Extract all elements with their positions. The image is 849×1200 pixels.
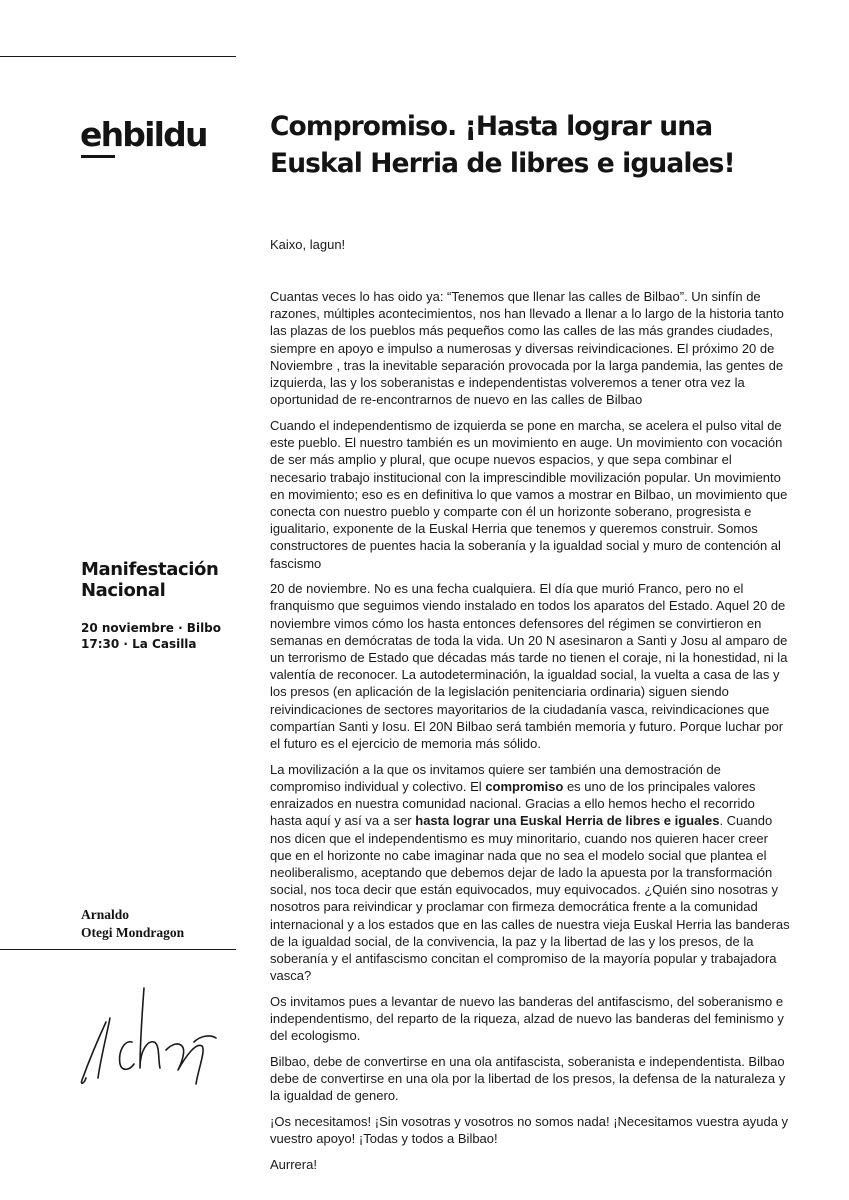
signer-name	[81, 906, 241, 942]
paragraph-4	[270, 761, 790, 985]
closing: Aurrera!	[270, 1157, 317, 1173]
paragraph-4-text-b: es uno de los principales valores enraizados en nuestra comunidad nacional. Gracias a ello hemos hecho el recorrido hasta aquí y así va a ser	[270, 778, 756, 829]
logo-underline	[81, 155, 115, 158]
signer-surname: Otegi Mondragon	[81, 925, 185, 940]
handwritten-signature-icon	[70, 980, 230, 1090]
event-title-line1: Manifestación	[81, 559, 219, 580]
paragraph-1: Cuantas veces lo has oido ya: “Tenemos que llenar las calles de Bilbao”. Un sinfín de razones, múltiples acontecimientos, nos han llevado a llenar a lo largo de la historia tanto las plazas de los pueblos más pequeños como las calles de las más grandes ciudades, siempre en apoyo e impulso a numerosas y diversas reivindicaciones. El próximo 20 de Noviembre , tras la inevitable separación provocada por la larga pandemia, las gentes de izquierda, las y los soberanistas e independentistas volveremos a tener otra vez la oportunidad de re-encontrarnos de nuevo en las calles de Bilbao	[270, 289, 784, 408]
headline	[270, 108, 770, 182]
headline-line1: Compromiso. ¡Hasta lograr una	[270, 111, 713, 142]
paragraph-5: Os invitamos pues a levantar de nuevo las banderas del antifascismo, del soberanismo e independentismo, del reparto de la riqueza, alzad de nuevo las banderas del feminismo y del ecologismo.	[270, 993, 784, 1044]
event-details	[81, 620, 251, 652]
signer-first-name: Arnaldo	[81, 907, 130, 922]
headline-line2: Euskal Herria de libres e iguales!	[270, 148, 735, 179]
paragraph-6: Bilbao, debe de convertirse en una ola antifascista, soberanista e independentista. Bilbao debe de convertirse en una ola por la libertad de los presos, la defensa de la naturaleza y la igualdad de genero.	[270, 1054, 786, 1104]
letter-body	[270, 288, 790, 1182]
paragraph-3: 20 de noviembre. No es una fecha cualquiera. El día que murió Franco, pero no el franquismo que seguimos viendo instalado en todos los aparatos del Estado. Aquel 20 de noviembre vimos cómo los hasta entonces defensores del régimen se convirtieron en semanas en demócratas de toda la vida. Un 20 N asesinaron a Santi y Josu al amparo de un terrorismo de Estado que décadas más tarde no tienen el coraje, ni la honestidad, ni la valentía de reconocer. La autodeterminación, la igualdad social, la vuelta a casa de las y los presos (en aplicación de la legislación penitenciaria ordinaria) siguen siendo reivindicaciones de sectores mayoritarios de la ciudadanía vasca, reivindicaciones que compartían Santi y Iosu. El 20N Bilbao será también memoria y futuro. Porque luchar por el futuro es el ejercicio de memoria más sólido.	[270, 581, 788, 752]
event-time-venue: 17:30 · La Casilla	[81, 637, 197, 651]
paragraph-4-text-a: La movilización a la que os invitamos quiere ser también una demostración de compromiso individual y colectivo. El	[270, 761, 721, 794]
bottom-divider	[0, 949, 236, 950]
paragraph-4-bold-slogan: hasta lograr una Euskal Herria de libres e iguales	[415, 813, 720, 829]
paragraph-4-bold-compromiso: compromiso	[485, 778, 564, 794]
top-divider	[0, 56, 236, 57]
event-title-line2: Nacional	[81, 580, 166, 601]
ehbildu-logo: ehbildu	[80, 115, 207, 154]
greeting: Kaixo, lagun!	[270, 237, 346, 252]
paragraph-2: Cuando el independentismo de izquierda se pone en marcha, se acelera el pulso vital de este pueblo. El nuestro también es un movimiento en auge. Un movimiento con vocación de ser más amplio y plural, que ocupe nuevos espacios, y que sepa combinar el necesario trabajo institucional con la imprescindible movilización popular. Un movimiento en movimiento; eso es en definitiva lo que vamos a mostrar en Bilbao, un movimiento que conecta con nuestro pueblo y comparte con él un horizonte soberano, progresista e igualitario, exponente de la Euskal Herria que tenemos y queremos construir. Somos constructores de puentes hacia la soberanía y la igualdad social y muro de contención al fascismo	[270, 417, 788, 571]
paragraph-7: ¡Os necesitamos! ¡Sin vosotras y vosotros no somos nada! ¡Necesitamos vuestra ayuda y vuestro apoyo! ¡Todas y todos a Bilbao!	[270, 1114, 789, 1147]
paragraph-4-text-c: . Cuando nos dicen que el independentismo es muy minoritario, cuando nos quieren hacer creer que en el horizonte no cabe imaginar nada que no sea el modelo social que plantea el neoliberalismo, aceptando que debemos dejar de lado la apuesta por la transformación social, nos toca decir que están equivocados, muy equivocados. ¿Quién sino nosotras y nosotros para reivindicar y proclamar con firmeza democrática frente a la comunidad internacional y a los estados que en las calles de nuestra vieja Euskal Herria las banderas de la igualdad social, de la convivencia, la paz y la libertad de las y los presos, de la soberanía y el antifascismo concitan el compromiso de la mayoría popular y trabajadora vasca?	[270, 813, 790, 984]
event-title	[81, 559, 251, 601]
event-date-place: 20 noviembre · Bilbo	[81, 621, 222, 635]
